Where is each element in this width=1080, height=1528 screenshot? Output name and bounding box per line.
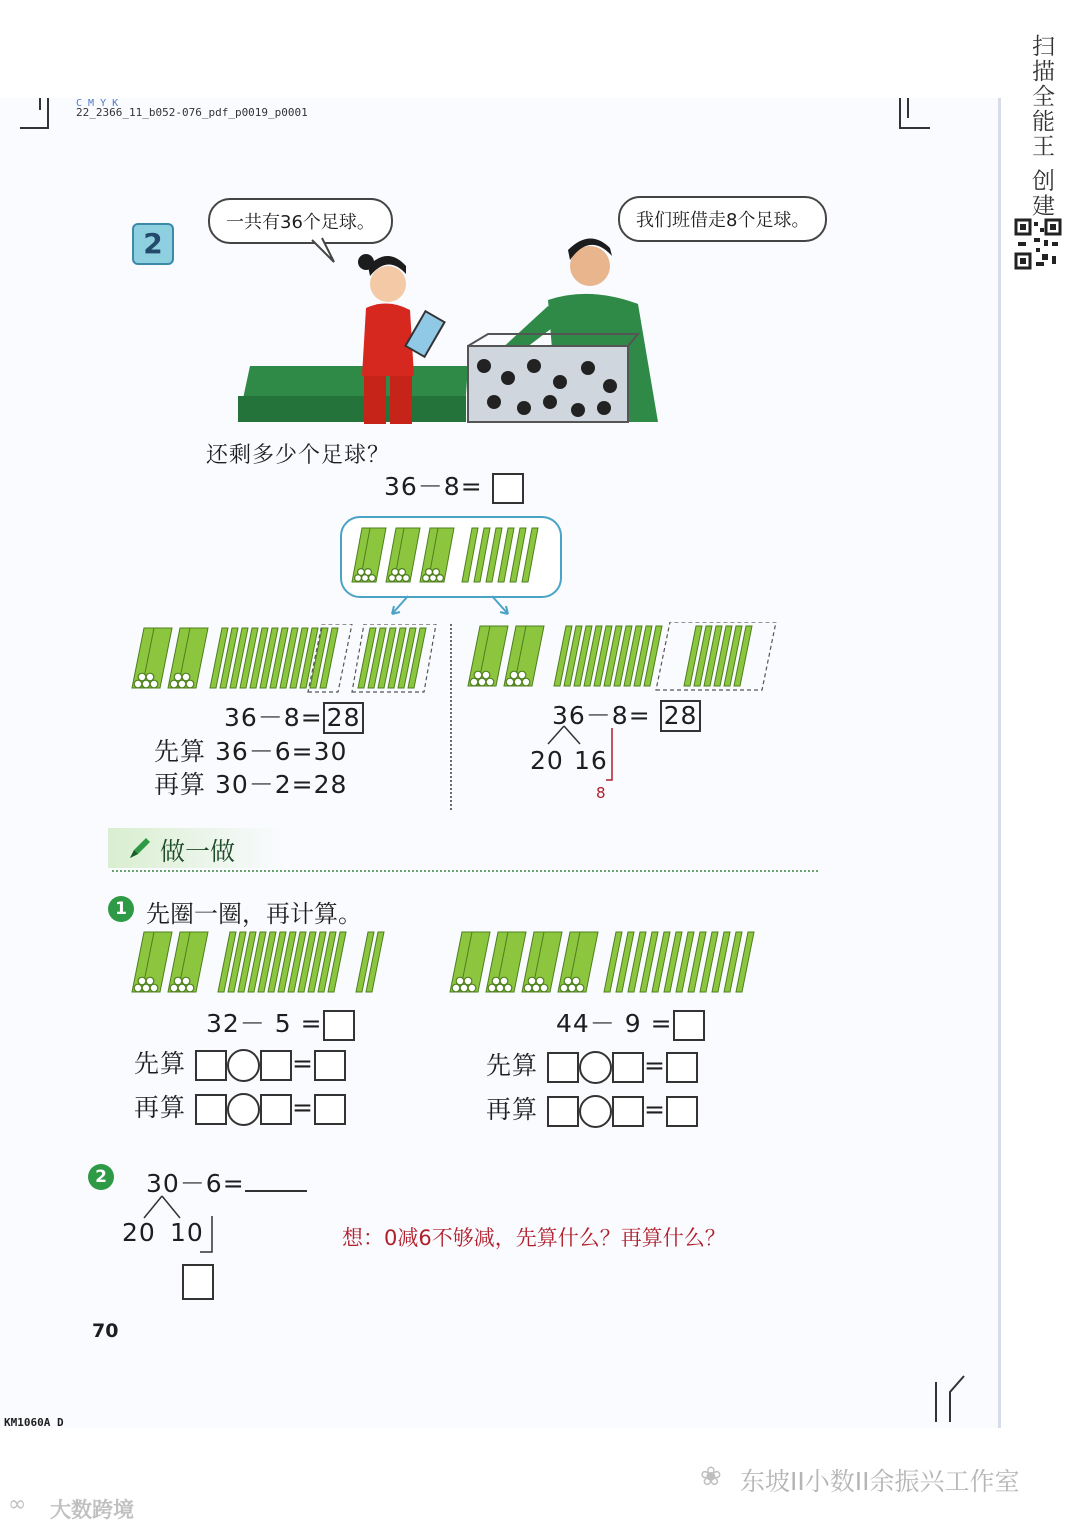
right-sticks-panel — [466, 622, 786, 692]
q1-right-answer-box[interactable] — [673, 1010, 705, 1041]
q1-left-sticks — [130, 928, 390, 998]
q1-right-then: 再算 = — [486, 1090, 698, 1128]
bundle-sticks-36 — [350, 524, 550, 586]
q2-answer-blank[interactable] — [245, 1168, 307, 1192]
left-method-step2: 再算 30－2=28 — [154, 770, 348, 799]
q1-right-first-result[interactable] — [666, 1052, 698, 1083]
watermark-right: 东坡II小数II余振兴工作室 — [740, 1467, 1020, 1496]
left-method-answer: 28 — [323, 702, 365, 734]
q1-right-then-box-b[interactable] — [612, 1096, 644, 1127]
example-number-badge: 2 — [132, 223, 174, 265]
pencil-icon — [126, 836, 152, 862]
method-divider — [450, 624, 452, 810]
qr-code-icon — [1014, 218, 1062, 270]
q1-right-first-operator[interactable] — [579, 1051, 612, 1084]
q1-left-first-box-b[interactable] — [260, 1050, 292, 1081]
q1-right-first: 先算 = — [486, 1046, 698, 1084]
q1-left-first: 先算 = — [134, 1044, 346, 1082]
question-1-instruction: 先圈一圈，再计算。 — [146, 900, 362, 928]
wechat-icon: ❀ — [700, 1462, 722, 1492]
q1-left-then-box-b[interactable] — [260, 1094, 292, 1125]
right-method-answer: 28 — [660, 700, 702, 732]
soccer-ball-illustration — [238, 226, 668, 426]
q1-left-first-box-a[interactable] — [195, 1050, 227, 1081]
q2-hint: 想：0减6不够减，先算什么？再算什么？ — [342, 1226, 726, 1250]
split-arrows — [386, 592, 516, 620]
watermark-left: 大数跨境 — [50, 1498, 134, 1522]
split-number-20: 20 — [530, 746, 564, 775]
q1-right-sticks — [448, 928, 768, 998]
question-1-badge: 1 — [108, 896, 134, 922]
left-sticks-panel — [130, 624, 440, 694]
subtrahend-label: 8 — [596, 784, 606, 802]
main-answer-box[interactable] — [492, 473, 524, 504]
q1-left-answer-box[interactable] — [323, 1010, 355, 1041]
q2-sub-box[interactable] — [182, 1264, 214, 1300]
q2-equation: 30－6= — [146, 1164, 307, 1200]
question-2-badge: 2 — [88, 1164, 114, 1190]
question-text: 还剩多少个足球？ — [206, 443, 391, 468]
file-name: 22_2366_11_b052-076_pdf_p0019_p0001 — [76, 106, 308, 119]
q1-right-then-box-a[interactable] — [547, 1096, 579, 1127]
q1-left-then-result[interactable] — [314, 1094, 346, 1125]
girl-speech-bubble: 一共有36个足球。 — [208, 198, 393, 244]
split-number-16: 16 — [574, 746, 608, 775]
bottom-crop-mark — [926, 1372, 966, 1424]
right-method-equation: 36－8= 28 — [552, 696, 701, 732]
page-number: 70 — [92, 1320, 119, 1342]
scanner-watermark: 扫描全能王 创建 — [1028, 34, 1054, 219]
q1-left-first-result[interactable] — [314, 1050, 346, 1081]
q1-left-then-operator[interactable] — [227, 1093, 260, 1126]
main-equation: 36－8= — [384, 467, 524, 504]
q2-split-20: 20 — [122, 1218, 156, 1247]
watermark-left-icon: ∞ — [8, 1492, 27, 1517]
q1-left-then-box-a[interactable] — [195, 1094, 227, 1125]
q1-right-then-operator[interactable] — [579, 1095, 612, 1128]
q1-left-then: 再算 = — [134, 1088, 346, 1126]
q1-right-then-result[interactable] — [666, 1096, 698, 1127]
left-method-equation: 36－8= 28 — [224, 698, 364, 734]
left-method-step1: 先算 36－6=30 — [154, 737, 348, 766]
q1-right-first-box-b[interactable] — [612, 1052, 644, 1083]
print-code: KM1060A D — [4, 1416, 64, 1429]
q1-right-first-box-a[interactable] — [547, 1052, 579, 1083]
man-speech-bubble: 我们班借走8个足球。 — [618, 196, 827, 242]
practice-divider — [112, 870, 818, 872]
cmyk-mark: C M Y K — [76, 98, 119, 109]
q1-left-first-operator[interactable] — [227, 1049, 260, 1082]
q2-split-10: 10 — [170, 1218, 204, 1247]
q1-left-equation: 32－ 5 = — [206, 1004, 355, 1041]
q1-right-equation: 44－ 9 = — [556, 1004, 705, 1041]
practice-title: 做一做 — [160, 837, 236, 866]
